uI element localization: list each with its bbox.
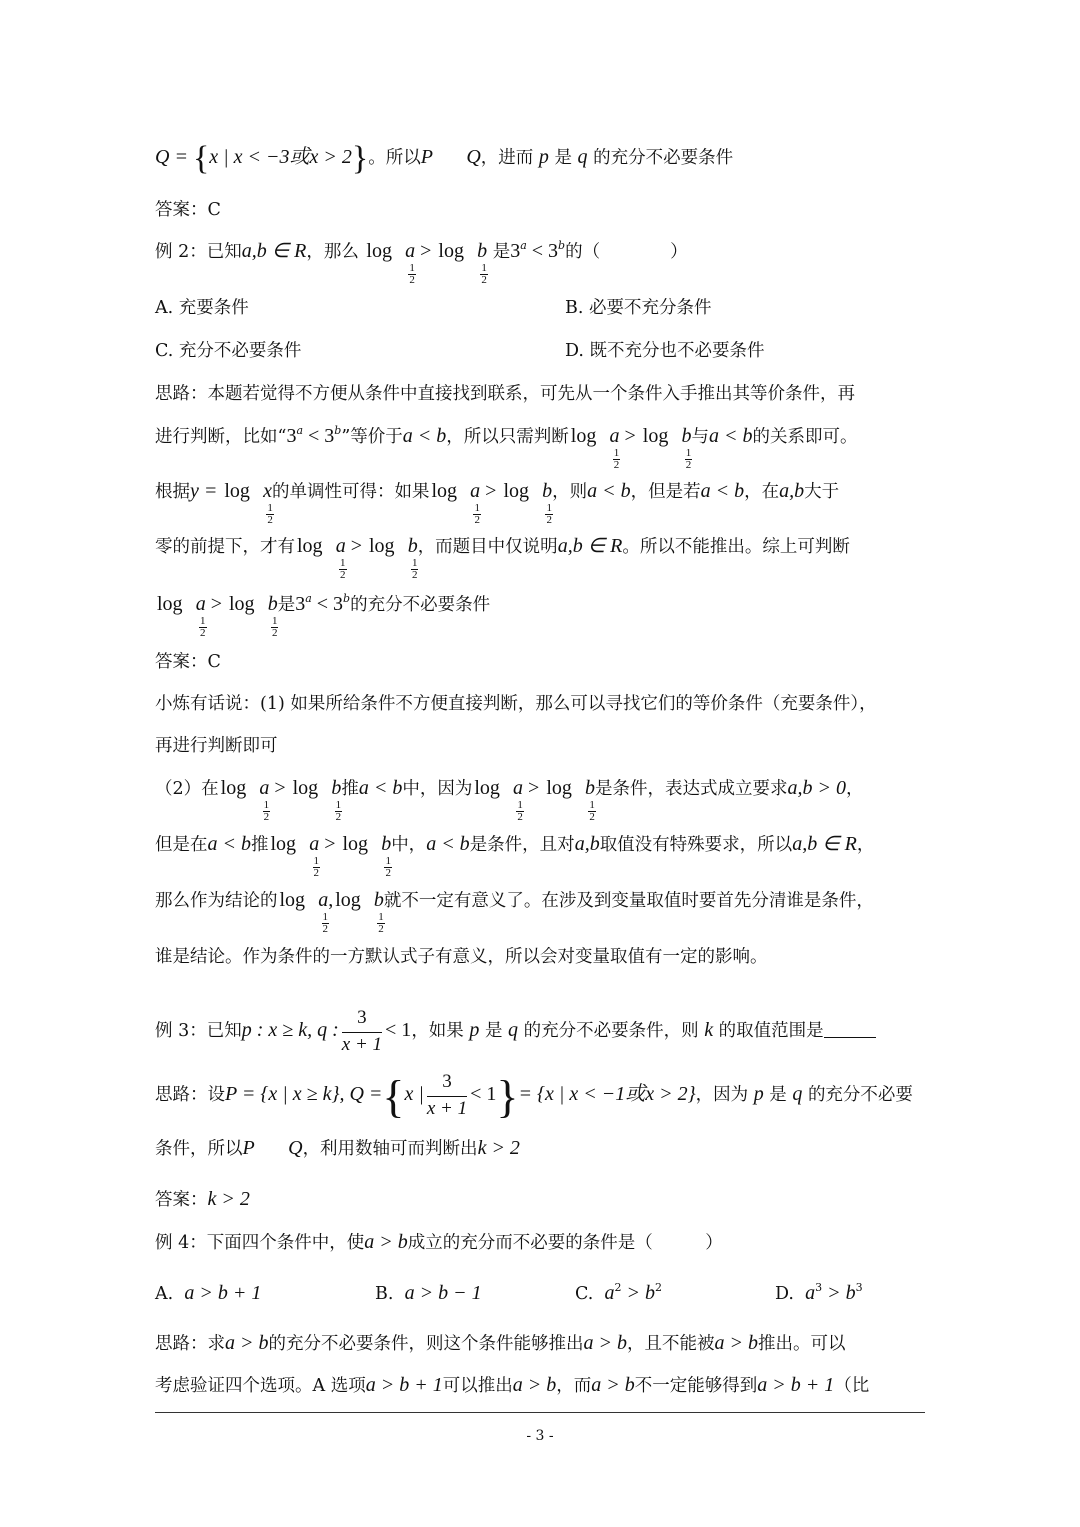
option-c: C. 充分不必要条件 bbox=[155, 341, 302, 361]
log-half: log 1 2 bbox=[431, 480, 480, 526]
log-half: log 1 2 bbox=[297, 535, 346, 581]
tip-line-2: 再进行判断即可 bbox=[155, 736, 278, 756]
solution-4-line-2: 考虑验证四个选项。A 选项a > b + 1可以推出a > b，而a > b不一定能够得到a > b + 1（比 bbox=[155, 1374, 870, 1396]
answer-1: 答案：C bbox=[155, 200, 221, 220]
answer-blank bbox=[824, 1019, 876, 1038]
footer-rule bbox=[155, 1412, 925, 1413]
log-half: log 1 2 bbox=[570, 425, 620, 471]
solution-3-line-2: 条件，所以P Q，利用数轴可而判断出k > 2 bbox=[155, 1137, 520, 1159]
tip-line-6: 谁是结论。作为条件的一方默认式子有意义，所以会对变量取值有一定的影响。 bbox=[155, 947, 768, 967]
log-half: log 1 2 bbox=[292, 777, 342, 823]
log-half: log 1 2 bbox=[335, 889, 384, 935]
option-d: D. 既不充分也不必要条件 bbox=[565, 341, 765, 361]
example-4-stem: 例 4：下面四个条件中，使a > b成立的充分而不必要的条件是（ ） bbox=[155, 1231, 723, 1253]
log-half: log 1 2 bbox=[366, 240, 415, 286]
solution-3-line-1: 思路：设P = {x | x ≥ k}, Q ={x | $\frac{3}{x + 1}$ < 1}= {x | x < −1或x > 2}，因为 p 是 q 的充分不必要 bbox=[155, 1071, 913, 1122]
solution-2-line-3: 根据y = log 1 2 x的单调性可得：如果 log 1 2 a > log 1 2 b，则a < b，但是若a < b，在a,b大于 bbox=[155, 480, 840, 526]
ex4-option-d: D. $a^3 > b^3$ bbox=[775, 1281, 863, 1304]
log-half: log 1 2 bbox=[368, 535, 418, 581]
solution-2-line-2: 进行判断，比如“$3^a < 3^b$”等价于a < b，所以只需判断 log 1 2 a > log 1 2 b与a < b的关系即可。 bbox=[155, 424, 858, 471]
solution-4-line-1: 思路：求a > b的充分不必要条件，则这个条件能够推出a > b，且不能被a > b推出。可以 bbox=[155, 1332, 846, 1354]
ex4-option-a: A. a > b + 1 bbox=[155, 1282, 262, 1304]
ex4-option-c: C. $a^2 > b^2$ bbox=[575, 1281, 662, 1304]
tip-line-4: 但是在a < b推 log 1 2 a > log 1 2 b中，a < b是条件，且对a,b取值没有特殊要求，所以a,b ∈ R， bbox=[155, 833, 875, 879]
log-half: log 1 2 bbox=[270, 833, 319, 879]
page-number: - 3 - bbox=[526, 1428, 554, 1444]
tip-line-3: （2）在 log 1 2 a > log 1 2 b推a < b中，因为 log 1 2 a > log 1 2 b是条件，表达式成立要求a,b > 0， bbox=[155, 777, 864, 823]
option-a: A. 充要条件 bbox=[155, 298, 249, 318]
q-set-line: Q = {x | x < −3或x > 2}。所以P Q，进而 p 是 q 的充分不必要条件 bbox=[155, 140, 734, 177]
option-b: B. 必要不充分条件 bbox=[565, 298, 712, 318]
solution-2-line-1: 思路：本题若觉得不方便从条件中直接找到联系，可先从一个条件入手推出其等价条件，再 bbox=[155, 384, 855, 404]
ex4-option-b: B. a > b − 1 bbox=[375, 1282, 482, 1304]
answer-2: 答案：C bbox=[155, 652, 221, 672]
log-half: log 1 2 bbox=[503, 480, 552, 526]
log-half: log 1 2 bbox=[224, 480, 273, 526]
log-half: log 1 2 bbox=[438, 240, 487, 286]
example-2-stem: 例 2：已知a,b ∈ R，那么 log 1 2 a > log 1 2 b 是$3^a < 3^b$的（ ） bbox=[155, 239, 688, 286]
log-half: log 1 2 bbox=[157, 593, 206, 639]
log-half: log 1 2 bbox=[546, 777, 595, 823]
log-half: log 1 2 bbox=[474, 777, 523, 823]
solution-2-line-4: 零的前提下，才有 log 1 2 a > log 1 2 b，而题目中仅说明a,b ∈ R。所以不能推出。综上可判断 bbox=[155, 535, 850, 581]
log-half: log 1 2 bbox=[342, 833, 391, 879]
q-set-body: x | x < −3或x > 2 bbox=[209, 146, 352, 168]
log-half: log 1 2 bbox=[279, 889, 328, 935]
log-half: log 1 2 bbox=[642, 425, 692, 471]
tip-line-5: 那么作为结论的 log 1 2 a, log 1 2 b就不一定有意义了。在涉及到变量取值时要首先分清谁是条件， bbox=[155, 889, 874, 935]
answer-3: 答案：k > 2 bbox=[155, 1188, 250, 1210]
options-row-1 bbox=[155, 296, 712, 320]
solution-2-line-5: log 1 2 a > log 1 2 b是$3^a < 3^b$的充分不必要条件 bbox=[157, 592, 491, 639]
tip-line-1: 小炼有话说：(1) 如果所给条件不方便直接判断，那么可以寻找它们的等价条件（充要条件）， bbox=[155, 694, 877, 714]
options-row-2 bbox=[155, 339, 765, 363]
log-half: log 1 2 bbox=[220, 777, 270, 823]
q-set-lhs: Q = bbox=[155, 146, 193, 168]
log-half: log 1 2 bbox=[228, 593, 278, 639]
example-3-stem: 例 3：已知p : x ≥ k, q : $\frac{3}{x + 1}$ < 1，如果 p 是 q 的充分不必要条件，则 k 的取值范围是 bbox=[155, 1006, 876, 1057]
example-4-options bbox=[155, 1281, 975, 1306]
